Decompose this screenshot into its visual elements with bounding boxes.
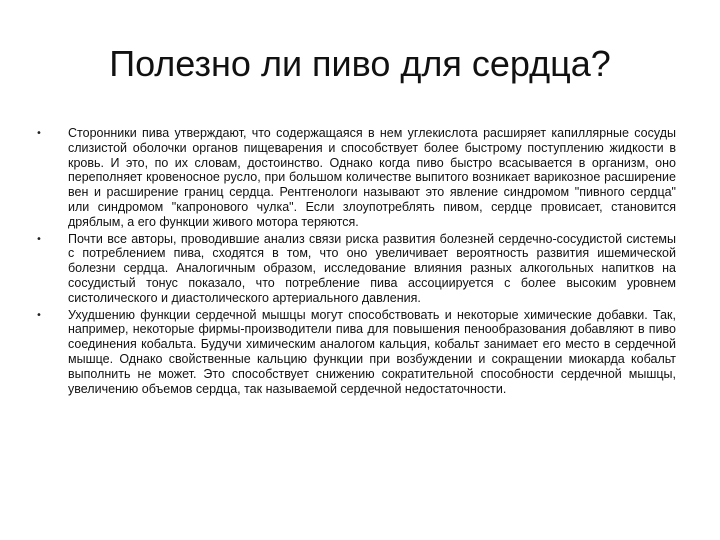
bullet-icon: • (36, 309, 42, 321)
bullet-item (36, 308, 676, 397)
bullet-icon: • (36, 233, 42, 245)
bullet-item (36, 126, 676, 230)
bullet-text: Ухудшению функции сердечной мышцы могут способствовать и некоторые химические добавки. Так, например, некоторые фирмы-производители пива для повышения пенообразования добавляют в пиво соединения кобальта. Будучи химическим аналогом кальция, кобальт занимает его место в сердечной мышце. Однако свойственные кальцию функции при возбуждении и сокращении миокарда кобальт выполнить не может. Это способствует снижению сократительной способности сердечной мышцы, увеличению объемов сердца, так называемой сердечной недостаточности. (68, 307, 676, 396)
bullet-text: Сторонники пива утверждают, что содержащаяся в нем углекислота расширяет капиллярные сосуды слизистой оболочки органов пищеварения и способствует более быстрому поступлению жидкости в кровь. И это, по их словам, достоинство. Однако когда пиво быстро всасывается в организм, оно переполняет кровеносное русло, при большом количестве выпитого возникает варикозное расширение вен и расширение границ сердца. Рентгенологи называют это явление синдромом "пивного сердца" или синдромом "капронового чулка". Если злоупотреблять пивом, сердце провисает, становится дряблым, а его функции живого мотора теряются. (68, 126, 676, 229)
bullet-list (36, 126, 676, 398)
bullet-icon: • (36, 128, 42, 139)
slide-title: Полезно ли пиво для сердца? (109, 43, 611, 84)
bullet-text: Почти все авторы, проводившие анализ связи риска развития болезней сердечно-сосудистой системы с потреблением пива, сходятся в том, что оно увеличивает вероятность развития ишемической болезни сердца. Аналогичным образом, исследование влияния разных алкогольных напитков на сосудистый тонус показало, что потребление пива ассоциируется с более высоким уровнем систолического и диастолического артериального давления. (68, 231, 676, 305)
bullet-item (36, 232, 676, 306)
